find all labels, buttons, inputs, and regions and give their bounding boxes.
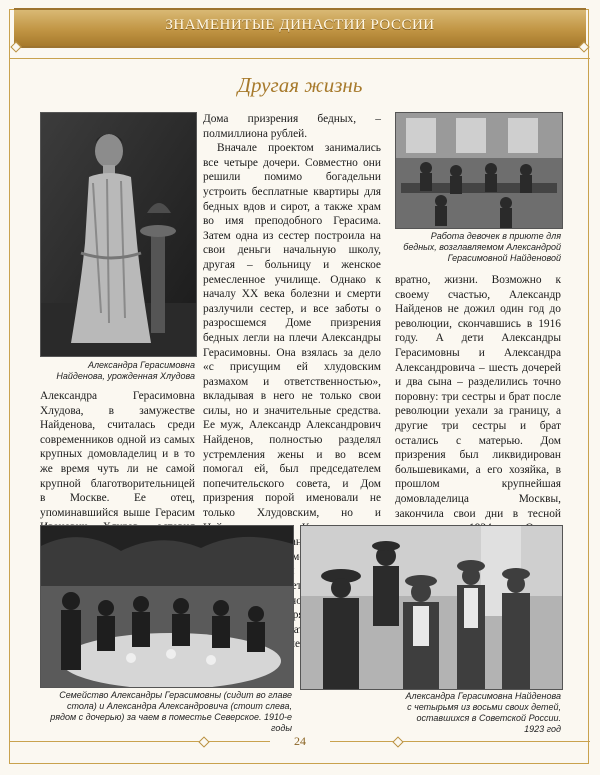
paragraph: Дома призрения бедных, – полмиллиона рублей. xyxy=(203,113,381,140)
family-table-image xyxy=(41,526,293,687)
paragraph: Вначале проектом занимались все четыре дочери. Совместно они решили помимо богадельни устроить бесплатные квартиры для бедных вдов и сирот, а также храм во имя преподобного Герасима. Затем одна из сестер построила на свои деньги начальную школу, другая – больницу и женское ремесленное училище. Однако к началу XX века болезни и смерти разлучили сестер, и все заботы о разросшемся Доме призрения бедных легли на плечи Александры Герасимовны. Она взялась за дело «с присущим ей хлудовским размахом и ответственностью», вкладывая в него не только свои силы, но и значительные средства. Ее муж, Александр Александрович Найденов, полностью разделял устремления жены и во всем помогал ей, был председателем попечительского совета, и Дом призрения порой именовали не только Хлудовским, но и Александрович временам фотолетопись рассматривать xyxy=(203,142,381,636)
family-table-photo xyxy=(40,525,294,688)
family-group-caption: Александра Герасимовна Найденова с четырьмя из восьми своих детей, оставшихся в Советской России. 1923 год xyxy=(405,691,561,734)
family-group-photo xyxy=(300,525,563,690)
portrait-caption: Александра Герасимовна Найденова, урожденная Хлудова xyxy=(56,360,195,381)
page-number: 24 xyxy=(270,734,330,750)
section-title: Другая жизнь xyxy=(237,73,363,97)
workshop-caption: Работа девочек в приюте для бедных, возглавляемом Александрой Герасимовной Найденовой xyxy=(403,231,561,263)
page-header xyxy=(0,0,600,58)
workshop-image xyxy=(396,113,562,228)
series-title: ЗНАМЕНИТЫЕ ДИНАСТИИ РОССИИ xyxy=(165,17,435,33)
workshop-photo xyxy=(395,112,563,229)
paragraph: Александра Герасимовна Хлудова, в замужестве Найденова, считалась среди современников одной из самых крупных домовладелиц и в то же время чуть ли не самой крупной благотворительницей в Москве. Ее отец, упоминавшийся выше Герасим xyxy=(40,390,195,519)
family-table-caption: Семейство Александры Герасимовны (сидит во главе стола) и Александра Александровича (стоит слева, рядом с дочерью) за чаем в поместье Северское. 1910-е годы xyxy=(50,690,292,733)
ornament-diamond-icon xyxy=(198,736,209,747)
header-rule xyxy=(10,46,590,59)
paragraph: вратно, жизни. Возможно к своему счастью, Александр Найденов не дожил один год до революции, скончавшись в 1916 году. А дети Александры Герасимовны и Александра Александровича – шесть дочерей и два сына – разделились точно поровну: три сестры и брат после революции уехали за границу, а другие три сестры и брат остались с матерью. Дом призрения был ликвидирован большевиками, а его хозяйка, в прошлом крупнейшая домовладелица Москвы, закончила свои дни в тесной xyxy=(395,274,561,520)
family-group-image xyxy=(301,526,562,689)
portrait-photo xyxy=(40,112,197,357)
ornament-diamond-icon xyxy=(392,736,403,747)
portrait-image xyxy=(41,113,196,356)
